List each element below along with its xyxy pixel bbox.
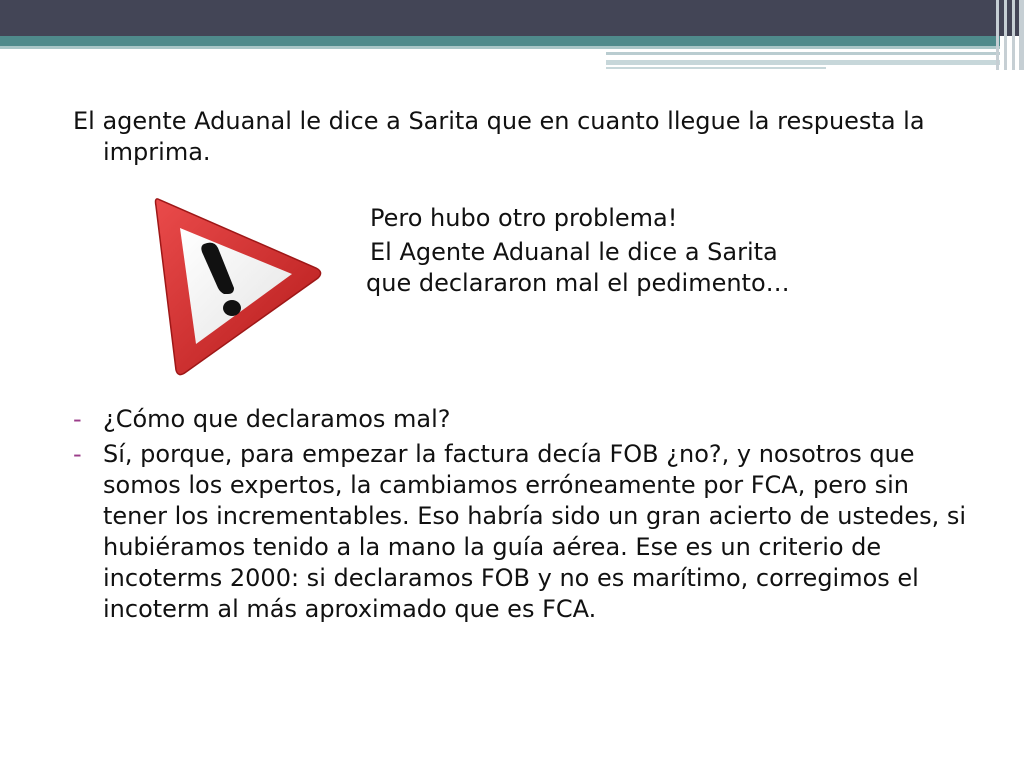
- intro-line-1: El agente Aduanal le dice a Sarita que en cuanto llegue la respuesta la: [73, 107, 925, 135]
- dialogue-item: [73, 439, 973, 625]
- slide-accent-bar: [0, 36, 1000, 46]
- decorative-vertical-line: [1004, 0, 1007, 70]
- decorative-stripe: [606, 67, 826, 69]
- callout-line-3: que declararon mal el pedimento…: [366, 269, 790, 297]
- intro-line-2: imprima.: [103, 138, 211, 166]
- intro-paragraph: [73, 106, 973, 168]
- dialogue-item: [73, 404, 973, 435]
- dialogue-text: Sí, porque, para empezar la factura decía FOB ¿no?, y nosotros que somos los expertos, la cambiamos erróneamente por FCA, pero sin tener los incrementables. Eso habría sido un gran acierto de ustedes, si hubiéramos tenido a la mano la guía aérea. Ese es un criterio de incoterms 2000: si declaramos FOB y no es marítimo, corregimos el incoterm al más aproximado que es FCA.: [103, 440, 967, 623]
- decorative-vertical-line: [1012, 0, 1015, 70]
- warning-triangle-icon: [150, 192, 328, 378]
- slide-header-bar: [0, 0, 1024, 36]
- dialogue-text: ¿Cómo que declaramos mal?: [103, 405, 451, 433]
- decorative-vertical-line: [996, 0, 999, 70]
- decorative-stripe: [606, 60, 1000, 65]
- slide-accent-bar-thin: [0, 46, 1000, 49]
- dialogue-list: [73, 404, 973, 629]
- callout-line-1: Pero hubo otro problema!: [370, 204, 678, 232]
- bullet-marker: -: [73, 405, 82, 433]
- callout-line-2: El Agente Aduanal le dice a Sarita: [370, 238, 778, 266]
- bullet-marker: -: [73, 440, 82, 468]
- decorative-stripe: [606, 52, 1000, 55]
- decorative-vertical-line: [1019, 0, 1024, 70]
